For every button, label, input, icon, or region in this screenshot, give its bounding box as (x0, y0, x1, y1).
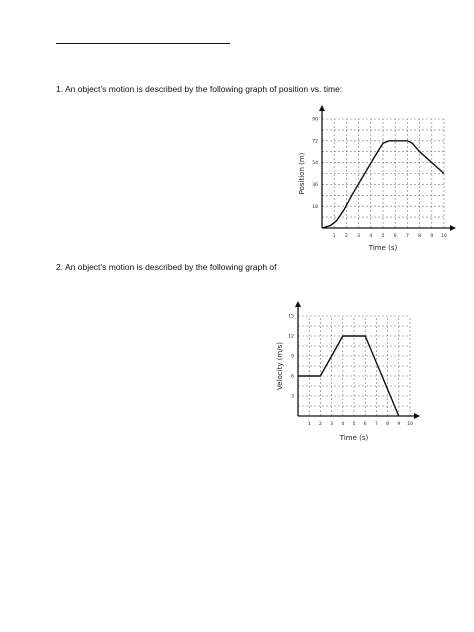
x-axis-arrow (414, 413, 420, 419)
y-tick-label: 36 (312, 183, 318, 188)
x-tick-label: 5 (352, 422, 356, 427)
y-axis-arrow (319, 105, 325, 111)
x-tick-label: 6 (393, 234, 397, 239)
y-axis-label: Velocity (m/s) (276, 342, 284, 390)
y-tick-label: 3 (291, 394, 294, 400)
y-tick-label: 9 (291, 354, 294, 360)
x-tick-label: 8 (418, 234, 422, 239)
x-tick-label: 3 (330, 422, 334, 427)
y-tick-label: 15 (288, 314, 294, 320)
x-axis-label: Time (s) (368, 244, 398, 252)
x-tick-label: 2 (318, 422, 322, 427)
x-tick-label: 4 (341, 422, 345, 427)
x-axis-arrow (450, 225, 456, 231)
grid (322, 119, 444, 228)
y-tick-label: 18 (312, 204, 318, 210)
x-tick-label: 5 (381, 234, 385, 239)
y-tick-label: 6 (291, 374, 294, 380)
y-tick-label: 12 (288, 334, 294, 340)
question-2-text: 2. An object’s motion is described by the following graph of (56, 262, 277, 272)
x-tick-label: 7 (405, 234, 409, 239)
y-axis-label: Position (m) (298, 152, 306, 195)
y-tick-label: 72 (312, 139, 318, 145)
y-tick-label: 90 (312, 117, 318, 123)
x-tick-label: 7 (374, 422, 378, 427)
x-tick-label: 9 (430, 234, 434, 239)
question-1-text: 1. An object’s motion is described by the following graph of position vs. time: (56, 84, 343, 94)
x-tick-label: 8 (386, 422, 390, 427)
x-tick-label: 10 (407, 422, 413, 427)
x-tick-label: 10 (441, 234, 447, 239)
x-tick-label: 3 (357, 234, 361, 239)
position-time-graph (290, 104, 460, 254)
x-tick-label: 4 (369, 234, 373, 239)
velocity-time-graph (274, 300, 434, 450)
x-tick-label: 1 (307, 422, 311, 427)
x-tick-label: 6 (363, 422, 367, 427)
y-tick-label: 54 (312, 161, 318, 167)
x-tick-label: 2 (344, 234, 348, 239)
x-axis-label: Time (s) (339, 434, 369, 442)
x-tick-label: 9 (397, 422, 401, 427)
name-blank-line (56, 43, 230, 44)
x-tick-label: 1 (332, 234, 336, 239)
y-axis-arrow (295, 301, 301, 307)
